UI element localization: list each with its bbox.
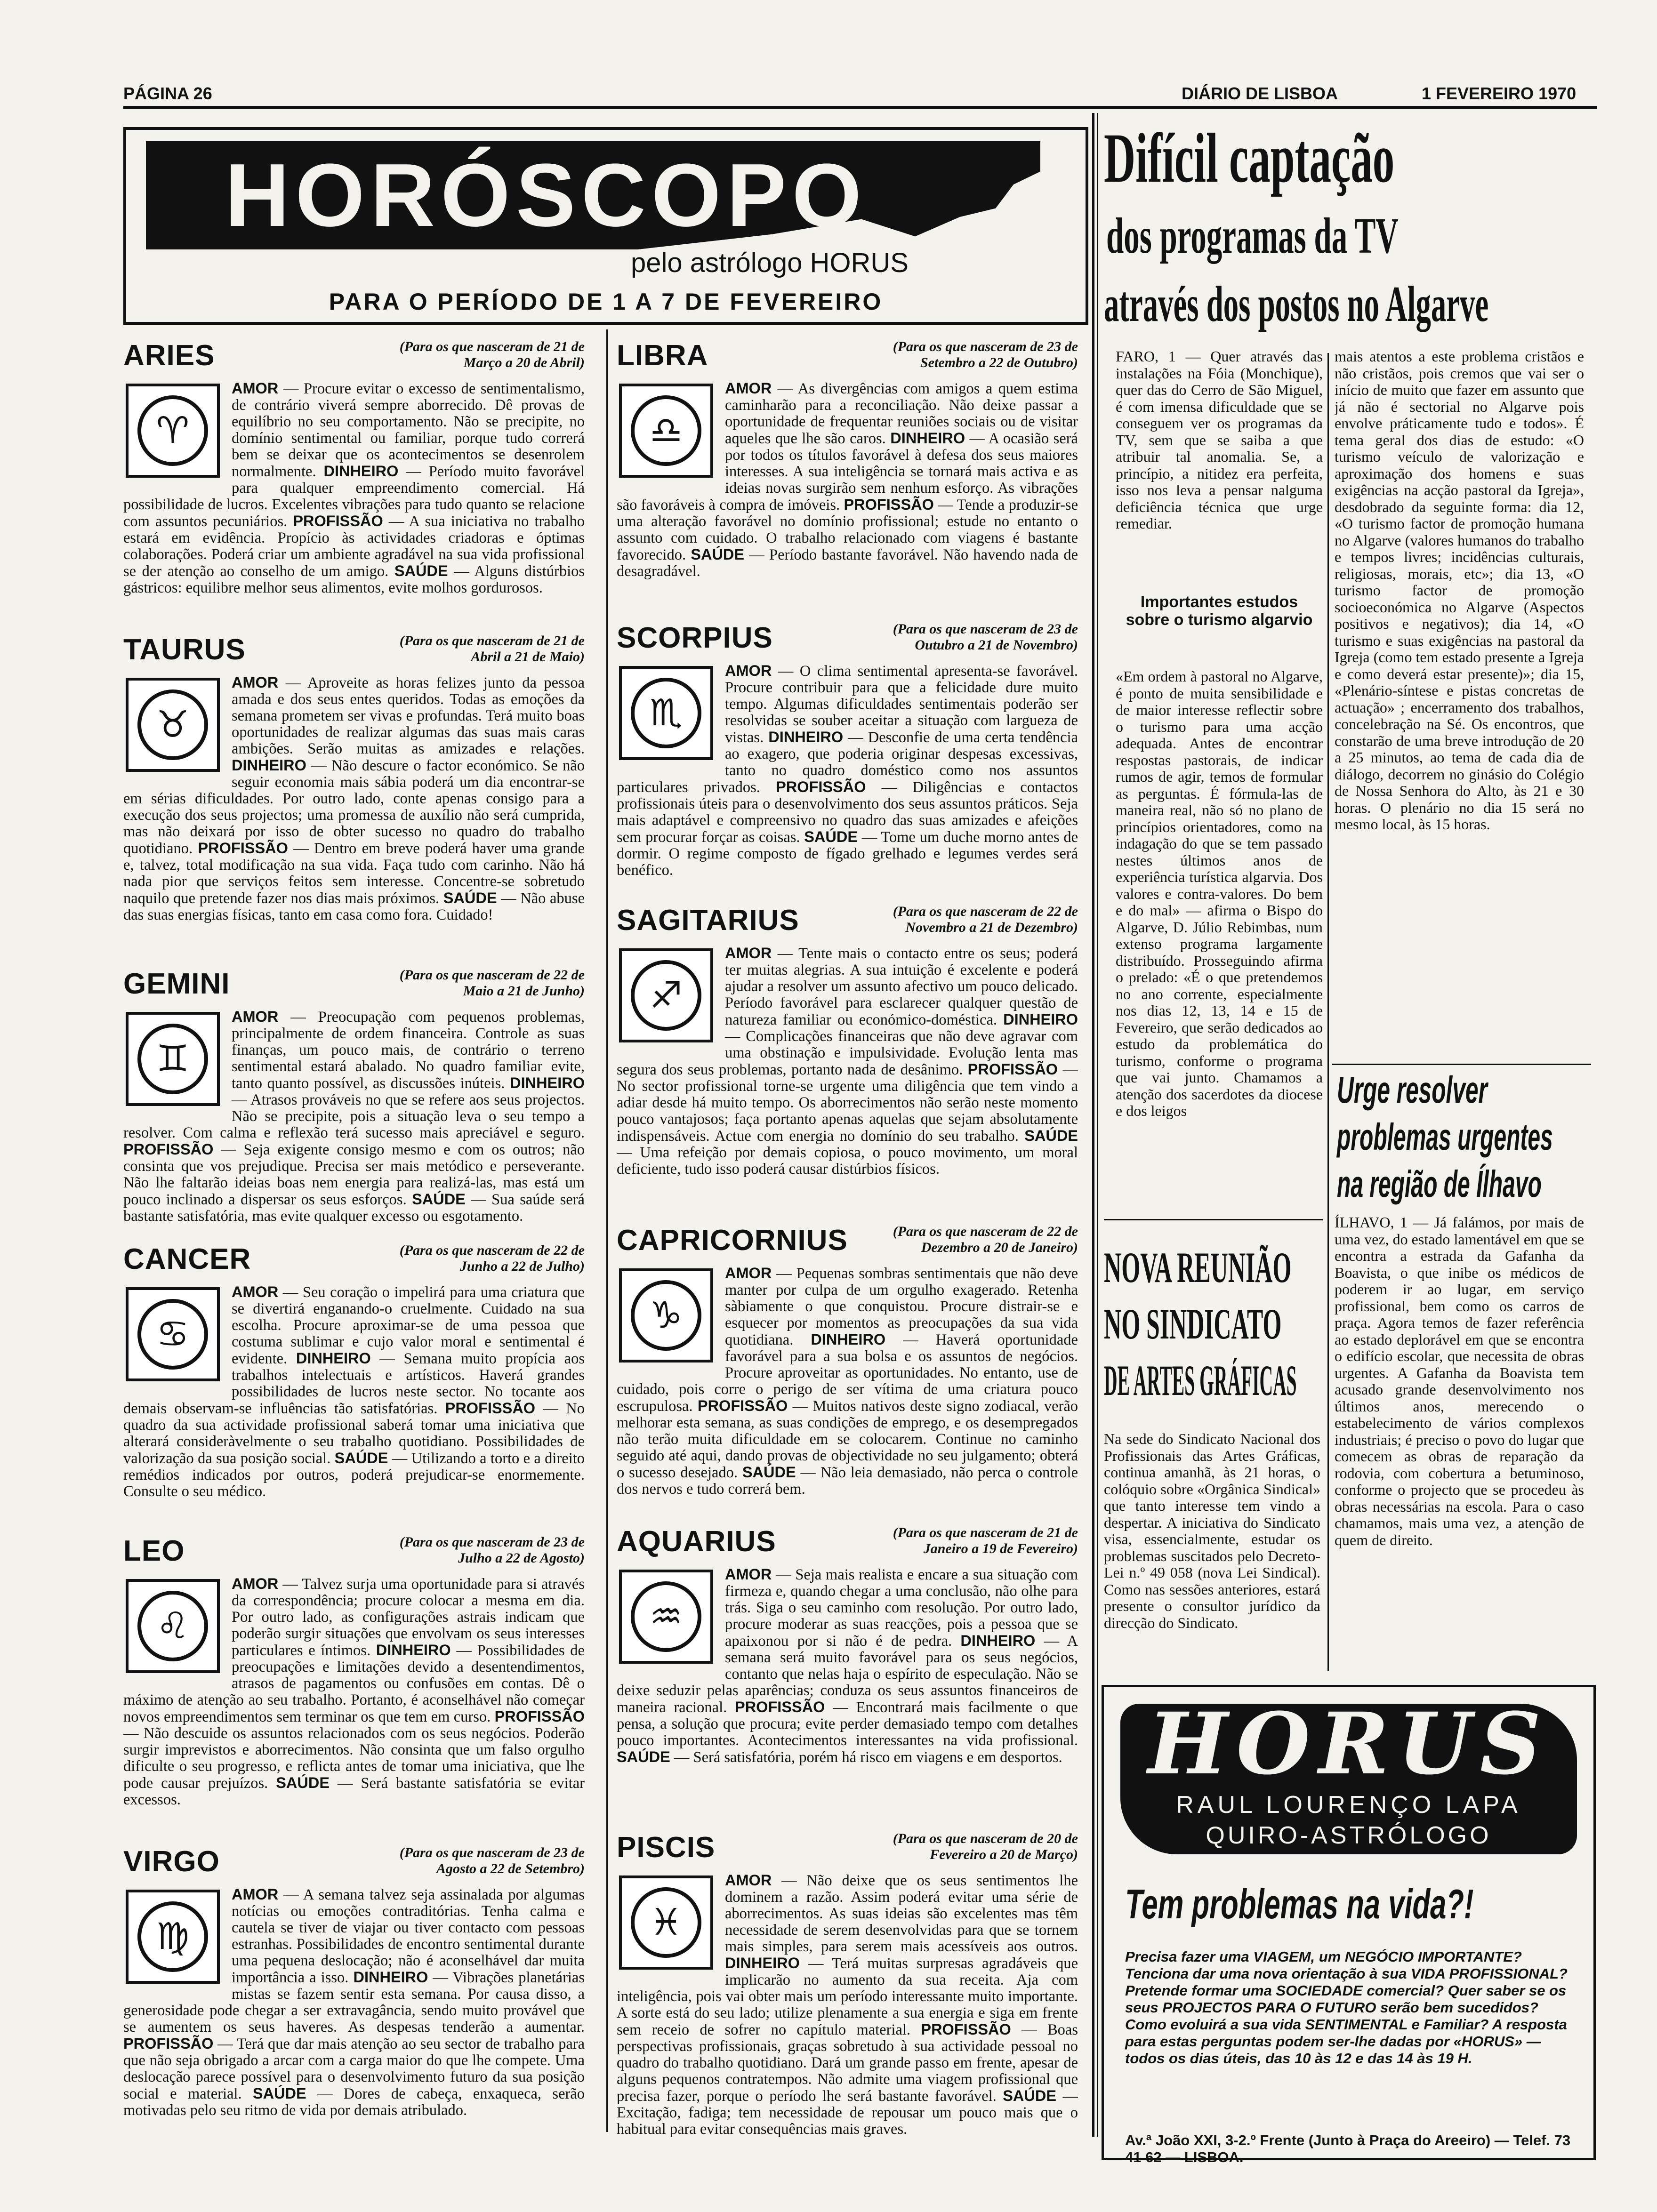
sign-name: ARIES	[123, 339, 215, 372]
horoscope-byline: pelo astrólogo HORUS	[631, 248, 909, 278]
tv-body-1: FARO, 1 — Quer através das instalações na Fóia (Monchique), quer das do Cerro de São Miguel, é com imensa dificuldade que se conseguem ver os programas da TV, sem que se saiba a que atribuir tal anomalia. Se, a princípio, a nitidez era perfeita, isso nos leva a pensar nalguma deficiência técnica que urge remediar.	[1116, 348, 1323, 532]
sign-dates: (Para os que nasceram de 23 de Setembro a 22 de Outubro)	[893, 339, 1078, 370]
sign-dates: (Para os que nasceram de 23 de Agosto a 22 de Setembro)	[399, 1845, 585, 1876]
sign-block-scorpius	[617, 621, 1087, 894]
sign-text: AMOR — Pequenas sombras sentimentais que não deve manter por culpa de um orgulho exagerado. Retenha sàbiamente o que conquistou. Procure distrair-se e esquecer por momentos as preocupações da sua vida quotidiana. DINHEIRO — Haverá oportunidade favorável para a sua bolsa e os assuntos de negócios. Procure aproveitar as oportunidades. No entanto, use de cuidado, pois corre o perigo de ser vítima de uma criatura pouco escrupulosa. PROFISSÃO — Muitos nativos deste signo zodiacal, verão melhorar esta semana, as suas condições de emprego, e os desempregados não terão muita dificuldade em se colocarem. Continue no caminho seguido até aqui, dando provas de objectividade no seu julgamento; obterá o sucesso desejado. SAÚDE — Não leia demasiado, não perca o controle dos nervos e tudo correrá bem.	[617, 1265, 1078, 1498]
sindicato-headline-2: NO SINDICATO	[1104, 1300, 1282, 1348]
sign-dates: (Para os que nasceram de 21 de Abril a 21 de Maio)	[399, 633, 585, 665]
horus-role: QUIRO-ASTRÓLOGO	[1206, 1822, 1492, 1849]
piscis-icon: ♓	[619, 1875, 713, 1970]
sign-text: AMOR — As divergências com amigos a quem estima caminharão para a reconciliação. Não deixe passar a oportunidade de frequentar reuniões sociais ou de visitar aqueles que lhe são caros. DINHEIRO — A ocasião será por todos os títulos favorável à defesa dos seus maiores interesses. A sua inteligência se tornará mais activa e as ideias novas surgirão sem nenhum esforço. As vibrações são favoráveis à compra de imóveis. PROFISSÃO — Tende a produzir-se uma alteração favorável no domínio profissional; estude no entanto o assunto com cuidado. O trabalho relacionado com viagens é bastante favorecido. SAÚDE — Período bastante favorável. Não havendo nada de desagradável.	[617, 380, 1078, 580]
sign-block-libra	[617, 339, 1087, 626]
sign-name: CANCER	[123, 1243, 251, 1275]
sign-text: AMOR — Seu coração o impelirá para uma criatura que se divertirá enganando-o cruelmente. Cuidado na sua escolha. Procure aproximar-se de uma pessoa que costuma sublimar e cujo valor moral e sentimental é evidente. DINHEIRO — Semana muito propícia aos trabalhos intelectuais e artísticos. Haverá grandes possibilidades de lucros neste sector. No tocante aos demais observam-se influências tão satisfatórias. PROFISSÃO — No quadro da sua actividade profissional saberá tomar uma iniciativa que alterará consideràvelmente o seu trabalho quotidiano. Possibilidades de valorização da sua posição social. SAÚDE — Utilizando a torto e a direito remédios indicados por outros, poderá prejudicar-se enormemente. Consulte o seu médico.	[123, 1284, 585, 1500]
ad-address: Av.ª João XXI, 3-2.º Frente (Junto à Praça do Areeiro) — Telef. 73 41 62 — LISBOA.	[1125, 2132, 1571, 2165]
sign-name: VIRGO	[123, 1845, 220, 1878]
sign-name: SAGITARIUS	[617, 904, 799, 937]
ilhavo-headline-1: Urge resolver	[1337, 1069, 1488, 1111]
sindicato-headline-3: DE ARTES GRÁFICAS	[1104, 1356, 1297, 1404]
sign-block-aries	[123, 339, 594, 631]
scorpius-icon: ♏	[619, 666, 713, 760]
virgo-icon: ♍	[126, 1890, 220, 1984]
ilhavo-body: ÍLHAVO, 1 — Já falámos, por mais de uma vez, do estado lamentável em que se encontra a estrada da Gafanha da Boavista, o que inibe os médicos de poderem ir ao lugar, em serviço profissional, bem como os carros de praça. Agora temos de fazer referência ao estado deplorável em que se encontra o edifício escolar, que necessita de obras urgentes. A Gafanha da Boavista tem acusado grande desenvolvimento nos últimos anos, merecendo o estabelecimento de vários complexos industriais; é preciso o povo do lugar que comecem as obras de reparação da rodovia, com cobertura a betuminoso, conforme o projecto que se procedeu às obras necessárias na escola. Para o caso chamamos, mais uma vez, a atenção de quem de direito.	[1335, 1214, 1584, 1548]
article-rule	[1332, 1064, 1591, 1065]
horus-name: RAUL LOURENÇO LAPA	[1176, 1791, 1521, 1819]
aquarius-icon: ♒	[619, 1570, 713, 1664]
newspaper-name: DIÁRIO DE LISBOA	[1182, 84, 1338, 103]
sign-text: AMOR — O clima sentimental apresenta-se favorável. Procure contribuir para que a felicidade dure muito tempo. Algumas dificuldades sentimentais poderão ser resolvidas se souber aceitar a situação com largueza de vistas. DINHEIRO — Desconfie de uma certa tendência ao exagero, que poderia originar despesas excessivas, tanto no quadro doméstico como nos assuntos particulares privados. PROFISSÃO — Diligências e contactos profissionais úteis para o desenvolvimento dos seus assuntos práticos. Seja mais adaptável e compreensivo no quadro das suas amizades e afeições sem procurar forçar as coisas. SAÚDE — Tome um duche morno antes de dormir. O regime composto de fígado grelhado e legumes verdes será benéfico.	[617, 663, 1078, 879]
sign-text: AMOR — Não deixe que os seus sentimentos lhe dominem a razão. Assim poderá evitar uma série de aborrecimentos. As suas ideias são excelentes mas têm necessidade de serem desenvolvidas para que se tornem mais simples, para serem mais acessíveis aos outros. DINHEIRO — Terá muitas surpresas agradáveis que implicarão no aumento da sua receita. Aja com inteligência, pois vai obter mais um período interessante muito importante. A sorte está do seu lado; utilize plenamente a sua energia e siga em frente sem receio de sofrer no capítulo material. PROFISSÃO — Boas perspectivas profissionais, graças sobretudo à sua actividade pessoal no quadro do trabalho quotidiano. Dará um grande passo em frente, apesar de alguns pequenos contratempos. Não admite uma viagem profissional que precisa fazer, porque o período lhe será bastante favorável. SAÚDE — Excitação, fadiga; tem necessidade de repousar um pouco mais que o habitual para evitar consequências mais graves.	[617, 1872, 1078, 2138]
sign-name: AQUARIUS	[617, 1525, 776, 1558]
gemini-icon: ♊	[126, 1012, 220, 1106]
tv-body-2: «Em ordem à pastoral no Algarve, é ponto de muita sensibilidade e de maior interesse reflectir sobre o turismo para uma acção adequada. Antes de encontrar respostas pastorais, de indicar rumos de agir, temos de formular as perguntas. É fórmula-las de maneira real, não só no plano de princípios orientadores, como na indagação do que se tem passado nestes últimos anos de experiência turística algarvia. Dos valores e contra-valores. Do bem e do mal» — afirma o Bispo do Algarve, D. Júlio Rebimbas, num extenso programa largamente distribuído. Prosseguindo afirma o prelado: «É o que pretendemos no ano corrente, especialmente nos dias 12, 13, 14 e 15 de Fevereiro, que serão dedicados ao estudo da problemática do turismo, conforme o programa que vai junto. Chamamos a atenção dos sacerdotes da diocese e dos leigos	[1116, 668, 1323, 1119]
ad-body: Precisa fazer uma VIAGEM, um NEGÓCIO IMPORTANTE? Tenciona dar uma nova orientação à sua VIDA PROFISSIONAL? Pretende formar uma SOCIEDADE comercial? Quer saber se os seus PROJECTOS PARA O FUTURO serão bem sucedidos? Como evoluirá a sua vida SENTIMENTAL e Familiar? A resposta para estas perguntas podem ser-lhe dadas por «HORUS» — todos os dias úteis, das 10 às 12 e das 14 às 19 H.	[1125, 1948, 1568, 2067]
horus-logo-text: HORUS	[1148, 1694, 1550, 1794]
tv-headline-1: Difícil captação	[1104, 119, 1395, 197]
page-number: PÁGINA 26	[123, 84, 212, 103]
sign-block-leo	[123, 1534, 594, 1840]
sign-dates: (Para os que nasceram de 22 de Novembro a 21 de Dezembro)	[893, 904, 1078, 935]
sign-text: AMOR — A semana talvez seja assinalada por algumas notícias ou emoções contraditórias. Tenha calma e cautela se tiver de viajar ou tiver contacto com pessoas estranhas. Possibilidades de encontro sentimental durante uma pequena deslocação; não é aconselhável dar muita importância a isso. DINHEIRO — Vibrações planetárias mistas se fazem sentir esta semana. Por causa disso, a generosidade pode chegar a ser extravagância, sendo muito provável que se aumentem os seus haveres. As despesas tenderão a aumentar. PROFISSÃO — Terá que dar mais atenção ao seu sector de trabalho para que não seja obrigado a arcar com a carga maior do que lhe compete. Uma deslocação parece possível para o desenvolvimento futuro da sua posição social e material. SAÚDE — Dores de cabeça, enxaqueca, serão motivadas pelo seu ritmo de vida por demais atribulado.	[123, 1886, 585, 2119]
sign-dates: (Para os que nasceram de 22 de Maio a 21 de Junho)	[399, 967, 585, 999]
sign-text: AMOR — Preocupação com pequenos problemas, principalmente de ordem financeira. Controle as suas finanças, um pouco mais, de contrário o terreno sentimental estará abalado. No quadro familiar evite, tanto quanto possível, as discussões inúteis. DINHEIRO — Atrasos prováveis no que se refere aos seus projectos. Não se precipite, pois a situação leva o seu tempo a resolver. Com calma e reflexão terá sucesso mais apreciável e seguro. PROFISSÃO — Seja exigente consigo mesmo e com os outros; não consinta que vos prejudique. Precisa ser mais metódico e perseverante. Não lhe faltarão ideias boas nem energia para realizá-las, mas está um pouco inclinado a dispersar os seus esforços. SAÚDE — Sua saúde será bastante satisfatória, mas evite qualquer excesso ou esgotamento.	[123, 1009, 585, 1225]
taurus-icon: ♉	[126, 678, 220, 772]
sign-text: AMOR — Seja mais realista e encare a sua situação com firmeza e, quando chegar a uma conclusão, não olhe para trás. Siga o seu caminho com resolução. Por outro lado, procure moderar as suas reacções, pois a pessoa que se apaixonou por si não é de pedra. DINHEIRO — A semana será muito favorável para os seus negócios, contanto que nelas haja o espírito de especulação. Não se deixe seduzir pelas aparências; conduza os seus assuntos financeiros de maneira racional. PROFISSÃO — Encontrará mais facilmente o que pensa, a solução que procura; evite perder demasiado tempo com detalhes pouco importantes. Acontecimentos interessantes na vida profissional. SAÚDE — Será satisfatória, porém há risco em viagens e em desportos.	[617, 1566, 1078, 1766]
sign-block-cancer	[123, 1242, 594, 1525]
column-divider	[606, 329, 608, 2132]
sign-text: AMOR — Tente mais o contacto entre os seus; poderá ter muitas alegrias. A sua intuição é excelente e poderá ajudar a resolver um assunto afectivo um pouco delicado. Período favorável para esclarecer qualquer questão de natureza familiar ou económico-doméstica. DINHEIRO — Complicações financeiras que não deve agravar com uma obstinação e impulsividade. Evolução lenta mas segura dos seus problemas, portanto nada de desânimo. PROFISSÃO — No sector profissional torne-se urgente uma diligência que tem vindo a adiar desde há muito tempo. Os aborrecimentos não serão neste momento pouco vantajosos; faça portanto apenas aquelas que sejam absolutamente indispensáveis. Actue com energia no domínio do seu trabalho. SAÚDE — Uma refeição por demais copiosa, o pouco movimento, um moral deficiente, tudo isso poderá causar distúrbios físicos.	[617, 945, 1078, 1178]
article-rule	[1104, 1219, 1323, 1220]
horoscope-period: PARA O PERÍODO DE 1 A 7 DE FEVEREIRO	[329, 289, 883, 315]
column-divider	[1327, 353, 1329, 1290]
sign-text: AMOR — Talvez surja uma oportunidade para si através da correspondência; procure colocar a mesma em dia. Por outro lado, as configurações astrais indicam que poderão surgir situações que envolvam os seus interesses particulares e íntimos. DINHEIRO — Possibilidades de preocupações e limitações devido a desentendimentos, atrasos de pagamentos ou confusões em contas. Dê o máximo de atenção ao seu trabalho. Portanto, é aconselhável não começar novos empreendimentos sem terminar os que tem em curso. PROFISSÃO — Não descuide os assuntos relacionados com os seus negócios. Poderão surgir imprevistos e aborrecimentos. Não consinta que um falso orgulho dificulte o seu progresso, e reflicta antes de tomar uma iniciativa, que lhe pode causar prejuízos. SAÚDE — Será bastante satisfatória se evitar excessos.	[123, 1576, 585, 1808]
sign-dates: (Para os que nasceram de 23 de Julho a 22 de Agosto)	[399, 1534, 585, 1566]
sign-dates: (Para os que nasceram de 20 de Fevereiro a 20 de Março)	[893, 1831, 1078, 1862]
leo-icon: ♌	[126, 1579, 220, 1673]
sign-block-capricornius	[617, 1224, 1087, 1515]
column-divider	[1092, 113, 1094, 2137]
sign-block-gemini	[123, 967, 594, 1231]
sign-name: GEMINI	[123, 968, 230, 1000]
sagitarius-icon: ♐	[619, 948, 713, 1042]
tv-headline-2: dos programas da TV	[1106, 208, 1399, 264]
horoscope-title: HORÓSCOPO	[225, 145, 868, 245]
ilhavo-headline-2: problemas urgentes	[1337, 1116, 1553, 1158]
sign-name: CAPRICORNIUS	[617, 1224, 848, 1257]
tv-headline-3: através dos postos no Algarve	[1104, 276, 1489, 332]
sign-block-virgo	[123, 1845, 594, 2165]
sign-block-taurus	[123, 633, 594, 953]
sign-dates: (Para os que nasceram de 21 de Março a 20 de Abril)	[399, 339, 585, 370]
sign-block-piscis	[617, 1831, 1087, 2160]
sign-dates: (Para os que nasceram de 22 de Junho a 22 de Julho)	[399, 1242, 585, 1274]
cancer-icon: ♋	[126, 1287, 220, 1381]
sign-block-sagitarius	[617, 904, 1087, 1214]
column-divider	[1327, 1247, 1329, 1671]
sindicato-body: Na sede do Sindicato Nacional dos Profissionais das Artes Gráficas, continua amanhã, às 21 horas, o colóquio sobre «Orgânica Sindical» que tanto interesse tem vindo a despertar. A iniciativa do Sindicato visa, essencialmente, estudar os problemas suscitados pelo Decreto-Lei n.º 49 058 (nova Lei Sindical). Como nas sessões anteriores, estará presente o consultor jurídico da direcção do Sindicato.	[1104, 1431, 1320, 1631]
aries-icon: ♈	[126, 384, 220, 478]
ad-headline: Tem problemas na vida?!	[1125, 1881, 1474, 1927]
ilhavo-headline-3: na região de Ílhavo	[1337, 1163, 1542, 1205]
tv-body-3: mais atentos a este problema cristãos e não cristãos, pois cremos que vai ser o início de muito que fazer em assunto que já não é sectorial no Algarve pois envolve práticamente tudo e todos». É tema geral dos dias de estudo: «O turismo veículo de valorização e aproximação dos homens e suas exigências na acção pastoral da Igreja», desdobrado da seguinte forma: dia 12, «O turismo factor de promoção humana no Algarve (valores humanos do trabalho e tempos livres; incidências culturais, religiosas, morais, etc»; dia 13, «O turismo factor de promoção socioeconómica no Algarve (Aspectos positivos e negativos); dia 14, «O turismo e suas exigências na pastoral da Igreja (como tem estado presente a Igreja e como deverá estar presente)»; dia 15, «Plenário-síntese e pistas concretas de actuação» ; encerramento dos trabalhos, concelebração na Sé. Os encontros, que constarão de uma breve introdução de 20 a 25 minutos, ao tema de cada dia de diálogo, decorrem no ginásio do Colégio de Nossa Senhora do Alto, às 21 e 30 horas. O plenário no dia 15 será no mesmo local, às 15 horas.	[1335, 348, 1584, 833]
column-divider	[1097, 113, 1098, 2137]
sign-block-aquarius	[617, 1525, 1087, 1817]
issue-date: 1 FEVEREIRO 1970	[1422, 84, 1577, 103]
header-rule	[123, 106, 1597, 109]
tv-subhead: Importantes estudos sobre o turismo algarvio	[1126, 593, 1313, 629]
sign-text: AMOR — Procure evitar o excesso de sentimentalismo, de contrário viverá sempre aborrecido. Dê provas de equilíbrio no seu comportamento. Não se precipite, no domínio sentimental ou familiar, porque tudo correrá bem se deixar que os acontecimentos se desenrolem normalmente. DINHEIRO — Período muito favorável para qualquer empreendimento comercial. Há possibilidade de lucros. Excelentes vibrações para tudo quanto se relacione com assuntos pecuniários. PROFISSÃO — A sua iniciativa no trabalho estará em evidência. Propício às actividades criadoras e óptimas colaborações. Poderá criar um ambiente agradável na sua vida profissional se der atenção ao conselho de um amigo. SAÚDE — Alguns distúrbios gástricos: equilibre melhor seus alimentos, evite molhos gordurosos.	[123, 380, 585, 596]
sindicato-headline-1: NOVA REUNIÃO	[1104, 1243, 1292, 1291]
sign-dates: (Para os que nasceram de 22 de Dezembro a 20 de Janeiro)	[893, 1224, 1078, 1255]
sign-name: TAURUS	[123, 633, 246, 666]
capricornius-icon: ♑	[619, 1268, 713, 1362]
sign-name: LIBRA	[617, 339, 708, 372]
sign-name: PISCIS	[617, 1831, 716, 1864]
sign-name: SCORPIUS	[617, 622, 773, 654]
sign-name: LEO	[123, 1535, 185, 1567]
libra-icon: ♎	[619, 384, 713, 478]
sign-dates: (Para os que nasceram de 21 de Janeiro a 19 de Fevereiro)	[893, 1525, 1078, 1556]
sign-text: AMOR — Aproveite as horas felizes junto da pessoa amada e dos seus entes queridos. Todas as emoções da semana prometem ser vivas e profundas. Terá muito boas oportunidades de realizar algumas das suas mais caras ambições. Serão muitas as amizades e relações. DINHEIRO — Não descure o factor económico. Se não seguir economia mais sábia poderá um dia encontrar-se em sérias dificuldades. Por outro lado, conte apenas consigo para a execução dos seus projectos; uma promessa de auxílio não será cumprida, mas não deixará por isso de obter sucesso no quadro do trabalho quotidiano. PROFISSÃO — Dentro em breve poderá haver uma grande e, talvez, total modificação na sua vida. Faça tudo com carinho. Não há nada pior que serviços feitos sem interesse. Concentre-se sobretudo naquilo que pretende fazer nos dias mais próximos. SAÚDE — Não abuse das suas energias físicas, tanto em casa como fora. Cuidado!	[123, 674, 585, 923]
sign-dates: (Para os que nasceram de 23 de Outubro a 21 de Novembro)	[893, 621, 1078, 653]
